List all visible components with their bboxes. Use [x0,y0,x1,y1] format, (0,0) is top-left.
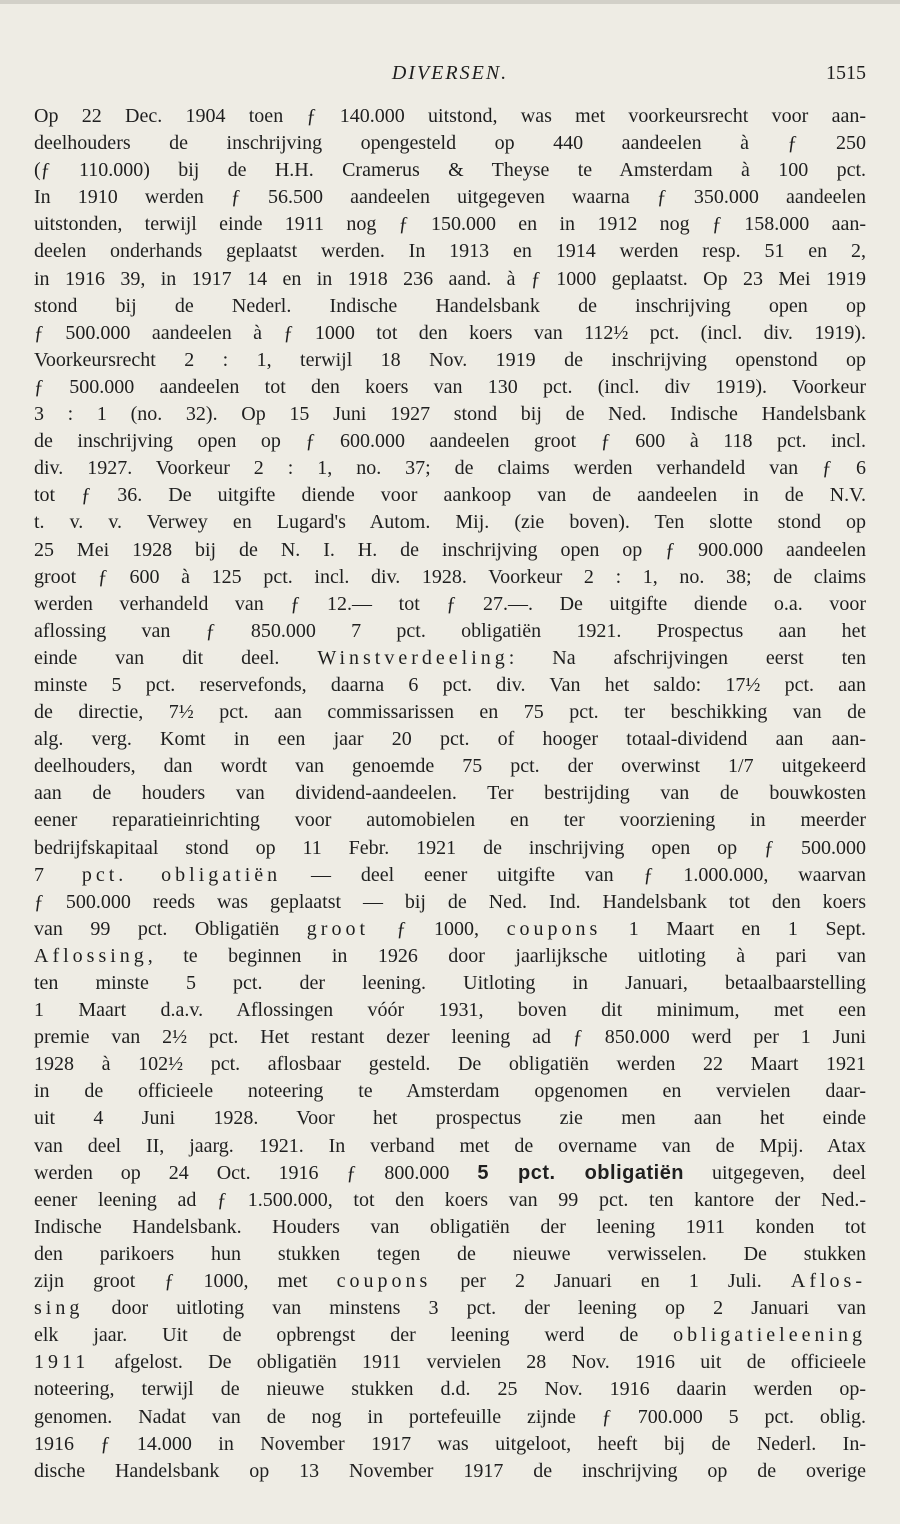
text-line-34: 1 Maart d.a.v. Aflossingen vóór 1931, boven dit minimum, met een [34,999,866,1022]
text-line-18: groot ƒ 600 à 125 pct. incl. div. 1928. Voorkeur 2 : 1, no. 38; de claims [34,565,866,588]
text-line-31 [34,916,866,943]
text-line-3: (ƒ 110.000) bij de H.H. Cramerus & Theyse te Amsterdam à 100 pct. [34,159,866,182]
text-line-2: deelhouders de inschrijving opengesteld op 440 aandeelen à ƒ 250 [34,132,866,155]
text-run: door uitloting van minstens 3 pct. der leening op 2 Januari van [111,1297,866,1320]
text-line-50: 1916 ƒ 14.000 in November 1917 was uitgeloot, heeft bij de Nederl. In- [34,1432,866,1455]
text-run: afgelost. De obligatiën 1911 vervielen 28 Nov. 1916 uit de officieele [114,1351,866,1374]
text-line-28: bedrijfskapitaal stond op 11 Febr. 1921 de inschrijving open op ƒ 500.000 [34,836,866,859]
text-line-16: t. v. v. Verwey en Lugard's Autom. Mij. (zie boven). Ten slotte stond op [34,511,866,534]
groot-term: groot [306,917,370,940]
text-run: werden op 24 Oct. 1916 ƒ 800.000 [34,1161,450,1184]
text-line-33: ten minste 5 pct. der leening. Uitloting in Januari, betaalbaarstelling [34,972,866,994]
text-line-27: eener reparatieinrichting voor automobielen en ter voorziening in meerder [34,809,866,832]
text-line-19: werden verhandeld van ƒ 12.— tot ƒ 27.—. De uitgifte diende o.a. voor [34,592,866,615]
text-line-20: aflossing van ƒ 850.000 7 pct. obligatiën 1921. Prospectus aan het [34,619,866,642]
coupons-term: coupons [506,917,602,940]
text-run: : Na afschrijvingen eerst ten [508,646,866,669]
text-line-6: deelen onderhands geplaatst werden. In 1913 en 1914 werden resp. 51 en 2, [34,240,866,263]
text-line-7: in 1916 39, in 1917 14 en in 1918 236 aand. à ƒ 1000 geplaatst. Op 23 Mei 1919 [34,267,866,290]
text-line-23: de directie, 7½ pct. aan commissarissen en 75 pct. ter beschikking van de [34,701,866,724]
text-line-41: eener leening ad ƒ 1.500.000, tot den koers van 99 pct. ten kantore der Ned.- [34,1188,866,1211]
text-line-38: uit 4 Juni 1928. Voor het prospectus zie men aan het einde [34,1107,866,1130]
text-line-39: van deel II, jaarg. 1921. In verband met de overname van de Mpij. Atax [34,1134,866,1157]
obligatien-bold-heading: 5 pct. obligatiën [477,1161,685,1184]
page-header [34,62,866,90]
text-line-48: noteering, terwijl de nieuwe stukken d.d. 25 Nov. 1916 daarin werden op- [34,1378,866,1401]
text-run: van 99 pct. Obligatiën [34,917,280,940]
page-number: 1515 [826,62,866,84]
text-line-14: div. 1927. Voorkeur 2 : 1, no. 37; de claims werden verhandeld van ƒ 6 [34,457,866,480]
text-run: einde van dit deel. [34,646,280,669]
text-run: zijn groot ƒ 1000, met [34,1270,308,1293]
top-edge [0,0,900,4]
text-line-32 [34,943,866,970]
text-run: per 2 Januari en 1 Juli. [460,1270,762,1293]
text-line-35: premie van 2½ pct. Het restant dezer leening ad ƒ 850.000 werd per 1 Juni [34,1026,866,1049]
text-line-29 [34,862,866,889]
running-head: DIVERSEN. [391,62,509,84]
text-line-40 [34,1160,866,1187]
aflossing-heading-2-cont: sing [34,1297,84,1320]
text-run: uitgegeven, deel [711,1161,866,1184]
aflossing-heading-2: Aflos- [790,1270,866,1293]
text-line-45 [34,1295,866,1322]
body-text [34,103,866,1485]
text-line-36: 1928 à 102½ pct. aflosbaar gesteld. De obligatiën werden 22 Maart 1921 [34,1053,866,1076]
text-line-24: alg. verg. Komt in een jaar 20 pct. of hooger totaal-dividend aan aan- [34,728,866,751]
text-line-5: uitstonden, terwijl einde 1911 nog ƒ 150.000 en in 1912 nog ƒ 158.000 aan- [34,213,866,236]
text-line-51: dische Handelsbank op 13 November 1917 de inschrijving op de overige [34,1459,866,1482]
aflossing-heading: Aflossing [34,944,148,967]
text-line-30: ƒ 500.000 reeds was geplaatst — bij de Ned. Ind. Handelsbank tot den koers [34,890,866,913]
text-line-17: 25 Mei 1928 bij de N. I. H. de inschrijving open op ƒ 900.000 aandeelen [34,538,866,561]
text-line-8: stond bij de Nederl. Indische Handelsbank de inschrijving open op [34,294,866,317]
text-line-26: aan de houders van dividend-aandeelen. Ter bestrijding van de bouwkosten [34,782,866,805]
text-line-44 [34,1268,866,1295]
text-line-10: Voorkeursrecht 2 : 1, terwijl 18 Nov. 1919 de inschrijving openstond op [34,348,866,371]
text-line-4: In 1910 werden ƒ 56.500 aandeelen uitgegeven waarna ƒ 350.000 aandeelen [34,186,866,209]
winstverdeeling-heading: Winstverdeeling [317,646,509,669]
text-run: — deel eener uitgifte van ƒ 1.000.000, waarvan [311,863,866,886]
text-run: , te beginnen in 1926 door jaarlijksche uitloting à pari van [147,944,866,967]
text-line-25: deelhouders, dan wordt van genoemde 75 pct. der overwinst 1/7 uitgekeerd [34,755,866,778]
text-line-42: Indische Handelsbank. Houders van obligatiën der leening 1911 konden tot [34,1215,866,1238]
text-line-13: de inschrijving open op ƒ 600.000 aandeelen groot ƒ 600 à 118 pct. incl. [34,430,866,453]
text-line-43: den parikoers hun stukken tegen de nieuwe verwisselen. De stukken [34,1242,866,1265]
text-run: ƒ 1000, [396,917,480,940]
text-line-11: ƒ 500.000 aandeelen tot den koers van 130 pct. (incl. div 1919). Voorkeur [34,375,866,398]
coupons-term-2: coupons [336,1270,432,1293]
text-line-15: tot ƒ 36. De uitgifte diende voor aankoop van de aandeelen in de N.V. [34,484,866,507]
obligatien-heading: 7 pct. obligatiën [34,863,282,886]
text-line-37: in de officieele noteering te Amsterdam opgenomen en vervielen daar- [34,1080,866,1103]
text-line-49: genomen. Nadat van de nog in portefeuille zijnde ƒ 700.000 5 pct. oblig. [34,1405,866,1428]
obligatieleening-term: obligatieleening [673,1324,866,1347]
text-run: elk jaar. Uit de opbrengst der leening werd de [34,1324,639,1347]
obligatieleening-year: 1911 [34,1351,90,1374]
text-line-47 [34,1349,866,1376]
text-run: 1 Maart en 1 Sept. [628,917,866,940]
text-line-21 [34,645,866,672]
text-line-12: 3 : 1 (no. 32). Op 15 Juni 1927 stond bij de Ned. Indische Handelsbank [34,403,866,426]
text-line-46 [34,1322,866,1349]
text-line-1: Op 22 Dec. 1904 toen ƒ 140.000 uitstond, was met voorkeursrecht voor aan- [34,105,866,127]
text-line-9: ƒ 500.000 aandeelen à ƒ 1000 tot den koers van 112½ pct. (incl. div. 1919). [34,321,866,344]
text-line-22: minste 5 pct. reservefonds, daarna 6 pct. div. Van het saldo: 17½ pct. aan [34,673,866,696]
